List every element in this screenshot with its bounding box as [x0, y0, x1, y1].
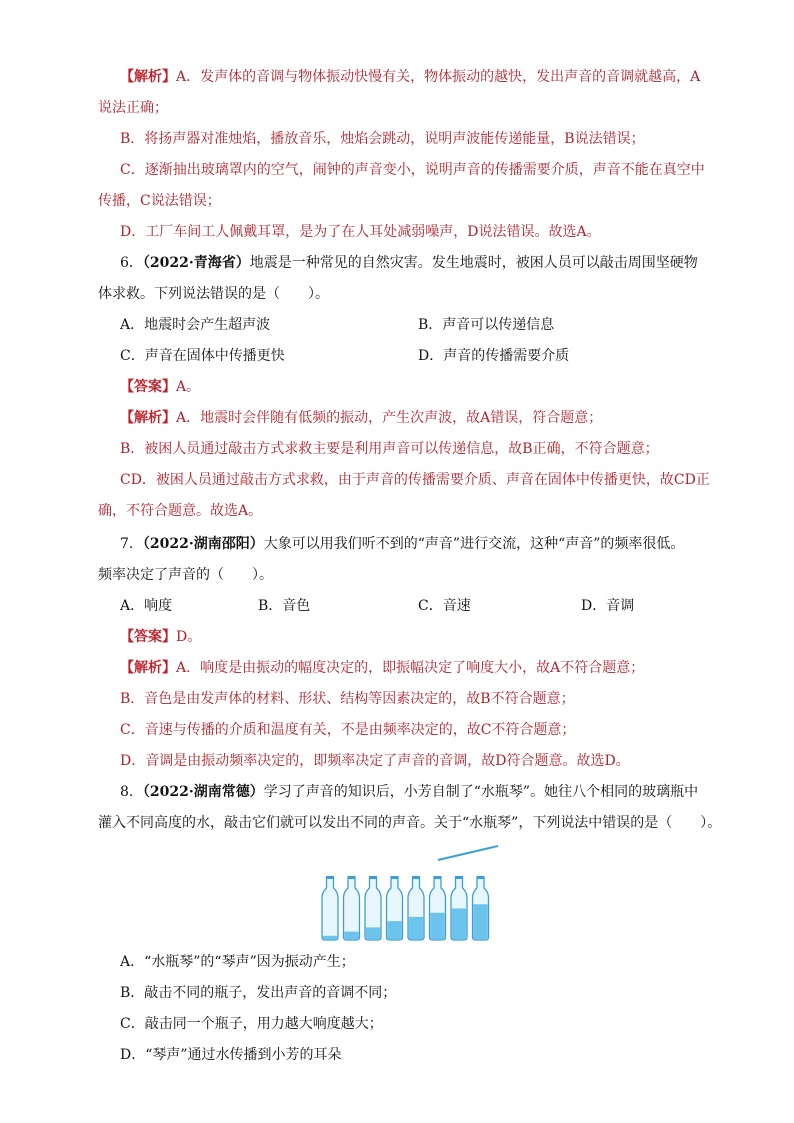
water-bottle-figure [318, 842, 498, 942]
q6-option-d: D．声音的传播需要介质 [418, 348, 570, 364]
q5-analysis-line-6: D．工厂车间工人佩戴耳罩，是为了在人耳处减弱噪声，D说法错误。故选A。 [120, 224, 601, 240]
bottle [430, 876, 446, 940]
q7-stem-text-1: 大象可以用我们听不到的“声音”进行交流，这种“声音”的频率很低。 [263, 536, 685, 552]
q8-source: （2022·湖南常德） [142, 784, 264, 800]
q7-analysis-line-1 [120, 658, 644, 678]
bottle-cap [348, 876, 356, 879]
q5-analysis-line-3: B．将扬声器对准烛焰，播放音乐，烛焰会跳动，说明声波能传递能量，B说法错误； [120, 131, 645, 147]
q6-option-a: A．地震时会产生超声波 [120, 317, 271, 333]
answer-tag: 【答案】 [120, 379, 176, 395]
q7-option-a: A．响度 [120, 598, 173, 614]
strike-stick [438, 846, 498, 860]
q6-option-c: C．声音在固体中传播更快 [120, 348, 285, 364]
analysis-text: A．地震时会伴随有低频的振动，产生次声波，故A错误，符合题意； [176, 410, 603, 426]
bottle [451, 876, 467, 940]
q8-number: 8． [120, 784, 143, 800]
q6-analysis-line-4: 确，不符合题意。故选A。 [98, 503, 263, 519]
analysis-text: A．响度是由振动的幅度决定的，即振幅决定了响度大小，故A不符合题意； [176, 660, 645, 676]
bottle [473, 876, 489, 940]
bottle-body [344, 878, 360, 940]
q6-number: 6． [120, 255, 143, 271]
answer-tag: 【答案】 [120, 629, 176, 645]
q5-analysis-line-1 [120, 67, 700, 87]
q6-analysis-line-2: B．被困人员通过敲击方式求救主要是利用声音可以传递信息，故B正确，不符合题意； [120, 441, 659, 457]
bottle-cap [434, 876, 442, 879]
q6-source: （2022·青海省） [142, 255, 250, 271]
q7-analysis-line-3: C．音速与传播的介质和温度有关，不是由频率决定的，故C不符合题意； [120, 722, 576, 738]
q5-analysis-line-2: 说法正确； [98, 100, 168, 116]
q7-answer [120, 627, 201, 647]
q6-answer [120, 377, 200, 397]
answer-text: A。 [176, 379, 201, 395]
q5-analysis-line-5: 传播，C说法错误； [98, 193, 221, 209]
bottle [408, 876, 424, 940]
q7-option-d: D．音调 [581, 598, 635, 614]
bottle-water [387, 921, 401, 939]
bottle [365, 876, 381, 940]
q7-analysis-line-2: B．音色是由发声体的材料、形状、结构等因素决定的，故B不符合题意； [120, 691, 575, 707]
analysis-tag: 【解析】 [120, 410, 176, 426]
q7-number: 7． [120, 536, 143, 552]
q8-option-d: D．“琴声”通过水传播到小芳的耳朵 [120, 1047, 342, 1063]
bottle-cap [326, 876, 334, 879]
q6-stem-text-1: 地震是一种常见的自然灾害。发生地震时，被困人员可以敲击周围坚硬物 [249, 255, 698, 271]
q6-analysis-line-3: CD．被困人员通过敲击方式求救，由于声音的传播需要介质、声音在固体中传播更快，故CD正 [120, 472, 710, 488]
q7-option-c: C．音速 [418, 598, 471, 614]
bottle-water [473, 904, 487, 939]
analysis-text: A．发声体的音调与物体振动快慢有关，物体振动的越快，发出声音的音调就越高，A [176, 69, 701, 85]
q8-option-a: A．“水瓶琴”的“琴声”因为振动产生； [120, 954, 355, 970]
bottle-water [409, 917, 423, 939]
q6-stem-line-1 [120, 253, 698, 273]
q6-option-b: B．声音可以传递信息 [418, 317, 555, 333]
analysis-tag: 【解析】 [120, 660, 176, 676]
bottle-water [344, 932, 358, 940]
q7-stem-line-2: 频率决定了声音的（ ）。 [98, 567, 273, 583]
q8-stem-line-1 [120, 782, 698, 802]
q7-stem-line-1 [120, 534, 684, 554]
q6-analysis-line-1 [120, 408, 602, 428]
q8-option-c: C．敲击同一个瓶子，用力越大响度越大； [120, 1016, 383, 1032]
bottle [387, 876, 403, 940]
bottle-group [322, 876, 489, 940]
bottle-water [430, 913, 444, 940]
answer-text: D。 [176, 629, 202, 645]
analysis-tag: 【解析】 [120, 69, 176, 85]
q8-stem-text-1: 学习了声音的知识后，小芳自制了“水瓶琴”。她往八个相同的玻璃瓶中 [263, 784, 699, 800]
bottle-cap [369, 876, 377, 879]
bottle-body [322, 878, 338, 940]
bottle [344, 876, 360, 940]
bottle-water [366, 927, 380, 939]
bottle-cap [455, 876, 463, 879]
bottle-water [323, 936, 337, 939]
bottle-water [452, 909, 466, 940]
q6-stem-line-2: 体求救。下列说法错误的是（ ）。 [98, 286, 329, 302]
q8-stem-line-2: 灌入不同高度的水，敲击它们就可以发出不同的声音。关于“水瓶琴”，下列说法中错误的是（ ）。 [98, 815, 722, 831]
bottle-cap [391, 876, 399, 879]
bottle-cap [412, 876, 420, 879]
bottle-cap [477, 876, 485, 879]
q7-analysis-line-4: D．音调是由振动频率决定的，即频率决定了声音的音调，故D符合题意。故选D。 [120, 753, 630, 769]
bottle [322, 876, 338, 940]
q7-source: （2022·湖南邵阳） [142, 536, 264, 552]
q7-option-b: B．音色 [258, 598, 311, 614]
q8-option-b: B．敲击不同的瓶子，发出声音的音调不同； [120, 985, 397, 1001]
q5-analysis-line-4: C．逐渐抽出玻璃罩内的空气，闹钟的声音变小，说明声音的传播需要介质，声音不能在真空中 [120, 162, 705, 178]
